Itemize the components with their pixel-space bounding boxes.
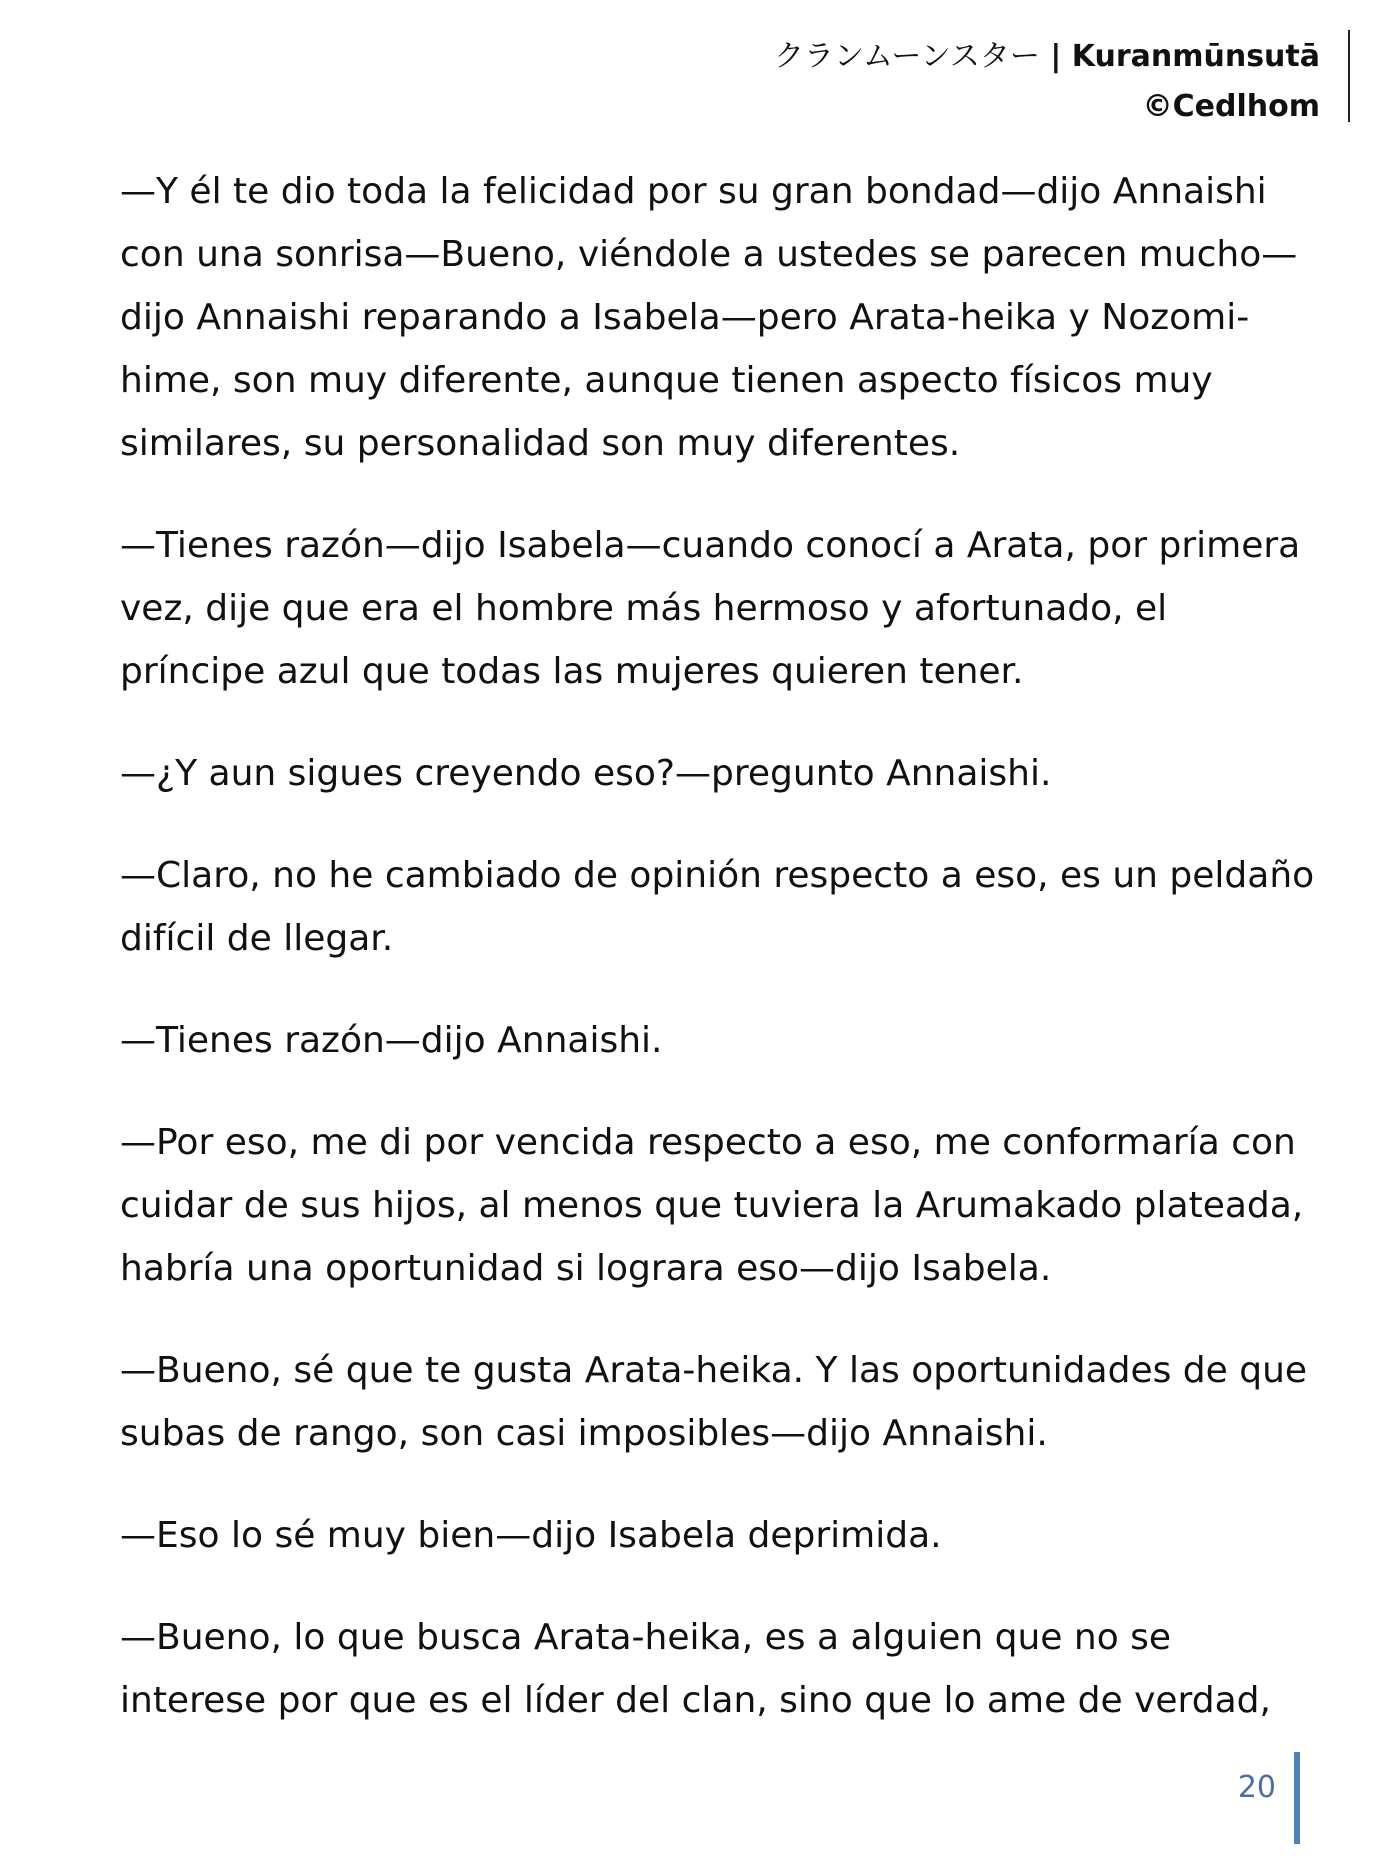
paragraph: —Y él te dio toda la felicidad por su gran bondad—dijo Annaishi con una sonrisa—Bueno, viéndole a ustedes se parecen mucho—dijo Annaishi reparando a Isabela—pero Arata-heika y Nozomi-hime, son muy diferente, aunque tienen aspecto físicos muy similares, su personalidad son muy diferentes. [120, 171, 1298, 464]
header-author: ©Cedlhom [1142, 89, 1320, 124]
paragraph: —¿Y aun sigues creyendo eso?—pregunto Annaishi. [120, 753, 1052, 794]
header-separator: | [1050, 39, 1062, 74]
page-footer [1100, 1752, 1300, 1844]
paragraph: —Tienes razón—dijo Annaishi. [120, 1020, 663, 1061]
header-title-jp: クランムーンスター [774, 39, 1040, 74]
body-text [120, 160, 1320, 1771]
paragraph: —Tienes razón—dijo Isabela—cuando conocí a Arata, por primera vez, dije que era el hombre más hermoso y afortunado, el príncipe azul que todas las mujeres quieren tener. [120, 525, 1301, 692]
page-header [450, 24, 1350, 124]
header-divider [1348, 30, 1350, 122]
paragraph: —Por eso, me di por vencida respecto a eso, me conformaría con cuidar de sus hijos, al menos que tuviera la Arumakado plateada, habría una oportunidad si lograra eso—dijo Isabela. [120, 1122, 1304, 1289]
header-text [774, 32, 1320, 132]
header-title-romaji: Kuranmūnsutā [1071, 39, 1320, 74]
footer-divider [1294, 1752, 1300, 1844]
paragraph: —Bueno, lo que busca Arata-heika, es a alguien que no se interese por que es el líder del clan, sino que lo ame de verdad, [120, 1617, 1271, 1721]
paragraph: —Claro, no he cambiado de opinión respecto a eso, es un peldaño difícil de llegar. [120, 855, 1315, 959]
paragraph: —Bueno, sé que te gusta Arata-heika. Y las oportunidades de que subas de rango, son casi imposibles—dijo Annaishi. [120, 1350, 1308, 1454]
paragraph: —Eso lo sé muy bien—dijo Isabela deprimida. [120, 1515, 942, 1556]
header-title-line [774, 32, 1320, 82]
page-number: 20 [1237, 1770, 1276, 1805]
